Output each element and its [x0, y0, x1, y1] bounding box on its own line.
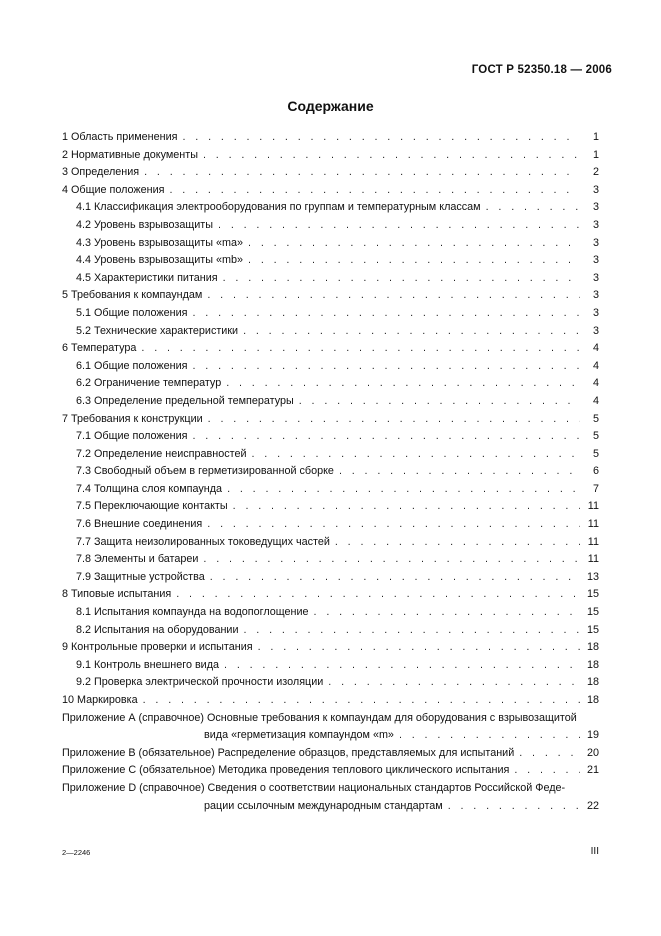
toc-entry: [62, 551, 599, 569]
toc-dot-leader: [193, 305, 581, 323]
toc-entry-title: 9.1 Контроль внешнего вида: [76, 658, 220, 671]
toc-page-number: 15: [586, 588, 599, 601]
toc-entry: [62, 164, 599, 182]
toc-page-number: 3: [592, 236, 599, 249]
toc-dot-leader: [514, 762, 580, 780]
toc-dot-leader: [143, 692, 580, 710]
toc-entry-title: 4.2 Уровень взрывозащиты: [76, 218, 214, 231]
toc-entry-title: 4.3 Уровень взрывозащиты «ma»: [76, 236, 244, 249]
toc-entry: [62, 358, 599, 376]
toc-appendix-d-title: Приложение D (справочное) Сведения о соответствии национальных стандартов Российской Феде-: [62, 781, 566, 794]
toc-dot-leader: [448, 798, 580, 816]
toc-entry: [62, 129, 599, 147]
toc-dot-leader: [248, 235, 580, 253]
toc-dot-leader: [193, 428, 581, 446]
toc-dot-leader: [227, 481, 580, 499]
toc-entry-title: 7.2 Определение неисправностей: [76, 447, 247, 460]
toc-entry-title: 6.1 Общие положения: [76, 359, 188, 372]
toc-page-number: 7: [592, 482, 599, 495]
toc-dot-leader: [170, 182, 581, 200]
toc-entry-title: 8 Типовые испытания: [62, 588, 172, 601]
toc-entry: [62, 217, 599, 235]
toc-dot-leader: [223, 270, 580, 288]
toc-entry: [62, 498, 599, 516]
toc-dot-leader: [176, 586, 580, 604]
toc-entry-title: 3 Определения: [62, 166, 140, 179]
toc-entry-title: 5 Требования к компаундам: [62, 289, 203, 302]
toc-entry-title: 8.1 Испытания компаунда на водопоглощение: [76, 606, 309, 619]
toc-page-number: 18: [586, 641, 599, 654]
toc-page-number: 4: [592, 359, 599, 372]
page-title: Содержание: [287, 98, 374, 114]
footer-print-code: 2—2246: [62, 848, 91, 857]
toc-entry-title: 6.3 Определение предельной температуры: [76, 394, 294, 407]
toc-page-number: 13: [586, 570, 599, 583]
toc-dot-leader: [218, 217, 580, 235]
toc-dot-leader: [207, 287, 580, 305]
toc-entry-title: 9 Контрольные проверки и испытания: [62, 641, 253, 654]
toc-page-number: 15: [586, 623, 599, 636]
toc-entry: [62, 199, 599, 217]
toc-page-number: 20: [586, 746, 599, 759]
toc-entry-title: 8.2 Испытания на оборудовании: [76, 623, 239, 636]
toc-page-number: 3: [592, 271, 599, 284]
toc-appendix-b: [62, 745, 599, 763]
toc-entry-title: 9.2 Проверка электрической прочности изоляции: [76, 676, 324, 689]
toc-dot-leader: [141, 340, 580, 358]
toc-page-number: 4: [592, 394, 599, 407]
toc-dot-leader: [335, 534, 580, 552]
toc-entry-title: 6 Температура: [62, 342, 137, 355]
toc-entry-title: 7.9 Защитные устройства: [76, 570, 205, 583]
toc-page-number: 1: [592, 131, 599, 143]
toc-page-number: 5: [592, 447, 599, 460]
toc-page-number: 5: [592, 412, 599, 425]
toc-entry: [62, 481, 599, 499]
toc-page-number: 4: [592, 377, 599, 390]
toc-appendix-a-title-cont: вида «герметизация компаундом «m»: [204, 729, 394, 742]
toc-entry: [62, 393, 599, 411]
toc-appendix-d: [62, 780, 599, 815]
toc-dot-leader: [299, 393, 580, 411]
toc-entry: [62, 586, 599, 604]
toc-dot-leader: [243, 622, 580, 640]
toc-entry: [62, 446, 599, 464]
toc-page-number: 3: [592, 324, 599, 337]
toc-appendix-c: [62, 762, 599, 780]
toc-entry: [62, 411, 599, 429]
toc-page-number: 3: [592, 218, 599, 231]
toc-entry-title: 2 Нормативные документы: [62, 148, 198, 161]
toc-entry-title: 7.1 Общие положения: [76, 430, 188, 443]
toc-entry: [62, 639, 599, 657]
toc-page-number: 3: [592, 201, 599, 214]
toc-entry: [62, 182, 599, 200]
toc-appendix-c-title: Приложение С (обязательное) Методика проведения теплового циклического испытания: [62, 764, 510, 777]
toc-dot-leader: [328, 674, 580, 692]
toc-dot-leader: [208, 411, 580, 429]
toc-entry-title: 4.5 Характеристики питания: [76, 271, 218, 284]
toc-dot-leader: [243, 323, 580, 341]
toc-entry-title: 7.8 Элементы и батареи: [76, 553, 199, 566]
toc-dot-leader: [248, 252, 580, 270]
toc-entry: [62, 622, 599, 640]
toc-entry-title: 4.1 Классификация электрооборудования по группам и температурным классам: [76, 201, 481, 214]
toc-entry: [62, 428, 599, 446]
toc-dot-leader: [233, 498, 580, 516]
toc-page-number: 5: [592, 430, 599, 443]
toc-dot-leader: [207, 516, 580, 534]
toc-entry: [62, 252, 599, 270]
toc-page-number: 4: [592, 342, 599, 355]
document-header: ГОСТ Р 52350.18 — 2006: [471, 64, 612, 76]
toc-dot-leader: [519, 745, 580, 763]
toc-entry-title: 7.3 Свободный объем в герметизированной сборке: [76, 465, 334, 478]
toc-entry: [62, 657, 599, 675]
toc-page-number: 11: [587, 535, 599, 548]
toc-entry-title: 5.2 Технические характеристики: [76, 324, 239, 337]
toc-dot-leader: [486, 199, 580, 217]
toc-page-number: 6: [592, 465, 599, 478]
toc-page-number: 18: [586, 658, 599, 671]
toc-dot-leader: [399, 727, 580, 745]
toc-entry: [62, 604, 599, 622]
toc-entry-title: 7 Требования к конструкции: [62, 412, 203, 425]
toc-entry-title: 4.4 Уровень взрывозащиты «mb»: [76, 254, 244, 267]
toc-page-number: 11: [587, 500, 599, 513]
toc-entry-title: 7.7 Защита неизолированных токоведущих частей: [76, 535, 330, 548]
toc-page-number: 19: [586, 729, 599, 742]
toc-page-number: 11: [587, 518, 599, 531]
toc-entry: [62, 569, 599, 587]
toc-entry: [62, 147, 599, 165]
toc-dot-leader: [203, 147, 580, 165]
toc-page-number: 22: [586, 799, 599, 812]
toc-entry-title: 4 Общие положения: [62, 183, 165, 196]
toc-entry: [62, 534, 599, 552]
toc-page-number: 3: [592, 289, 599, 302]
toc-entry: [62, 305, 599, 323]
toc-page-number: 18: [586, 676, 599, 689]
toc-entry-title: 6.2 Ограничение температур: [76, 377, 222, 390]
toc-dot-leader: [144, 164, 580, 182]
toc-entry-title: 10 Маркировка: [62, 694, 138, 706]
toc-dot-leader: [258, 639, 580, 657]
toc-appendix-a-title: Приложение А (справочное) Основные требования к компаундам для оборудования с взрывозащитой: [62, 711, 577, 724]
toc-dot-leader: [203, 551, 580, 569]
toc-entry-title: 5.1 Общие положения: [76, 306, 188, 319]
toc-entry: [62, 323, 599, 341]
toc-dot-leader: [252, 446, 581, 464]
toc-entry: [62, 375, 599, 393]
toc-entry: [62, 340, 599, 358]
toc-dot-leader: [210, 569, 580, 587]
toc-page-number: 3: [592, 306, 599, 319]
toc-appendix-d-title-cont: рации ссылочным международным стандартам: [204, 799, 443, 812]
toc-page-number: 3: [592, 254, 599, 267]
toc-dot-leader: [226, 375, 580, 393]
toc-entry-title: 7.4 Толщина слоя компаунда: [76, 482, 223, 495]
toc-entry: [62, 235, 599, 253]
toc-page-number: 3: [592, 183, 599, 196]
toc-page-number: 2: [592, 166, 599, 179]
toc-appendix-a: [62, 710, 599, 745]
toc-entry: [62, 516, 599, 534]
toc-entry: [62, 692, 599, 710]
toc-entry-title: 1 Область применения: [62, 131, 178, 143]
toc-entry-title: 7.6 Внешние соединения: [76, 518, 203, 531]
toc-entry: [62, 287, 599, 305]
toc-dot-leader: [224, 657, 580, 675]
footer-page-number: III: [590, 846, 599, 857]
toc-dot-leader: [314, 604, 580, 622]
toc-appendix-b-title: Приложение В (обязательное) Распределение образцов, представляемых для испытаний: [62, 746, 515, 759]
toc-entry: [62, 270, 599, 288]
toc-dot-leader: [193, 358, 581, 376]
toc-page-number: 15: [586, 606, 599, 619]
toc-entry: [62, 463, 599, 481]
toc-dot-leader: [183, 129, 581, 147]
toc-page-number: 21: [586, 764, 599, 777]
toc-entry: [62, 674, 599, 692]
toc-page-number: 1: [592, 148, 599, 161]
table-of-contents: [62, 129, 599, 815]
toc-entry-title: 7.5 Переключающие контакты: [76, 500, 228, 513]
toc-page-number: 18: [586, 694, 599, 706]
toc-dot-leader: [339, 463, 580, 481]
toc-page-number: 11: [587, 553, 599, 566]
